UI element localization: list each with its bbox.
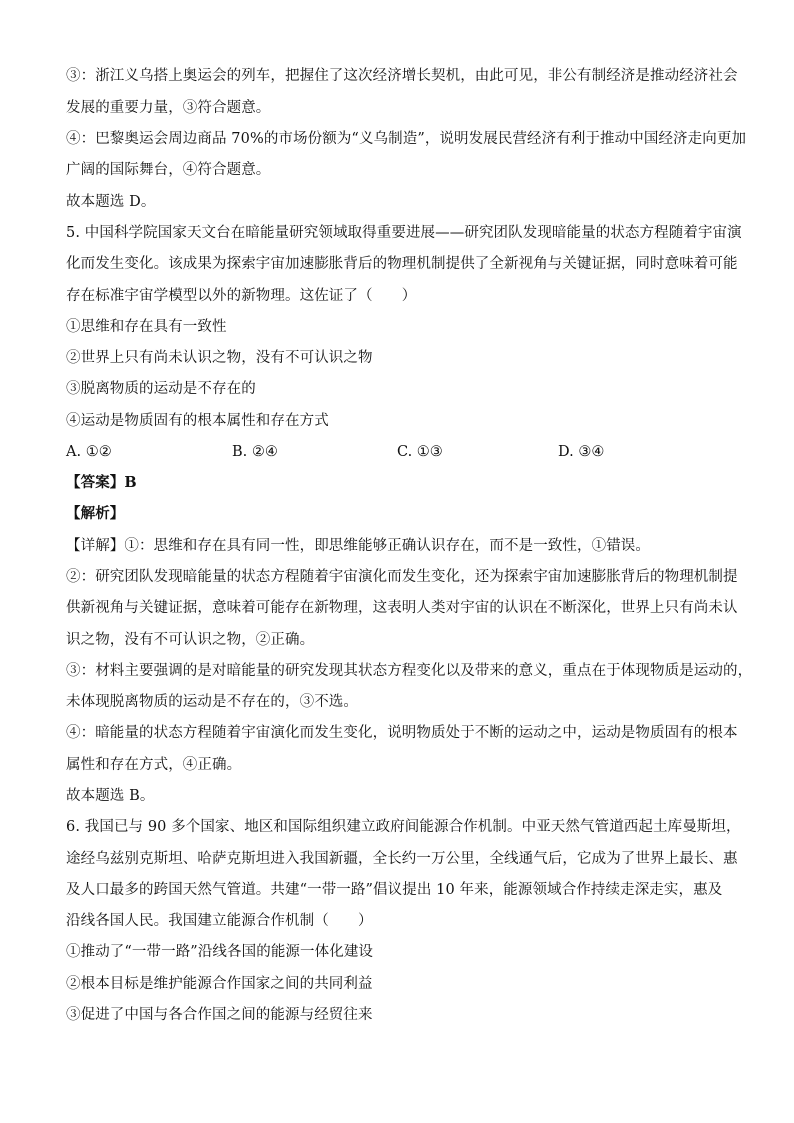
option-d: D. ③④ (558, 444, 605, 460)
statement-item: ①推动了“一带一路”沿线各国的能源一体化建设 (66, 944, 374, 960)
text-line: ③：浙江义乌搭上奥运会的列车，把握住了这次经济增长契机，由此可见，非公有制经济是推动经济社会 (66, 68, 738, 84)
question-5-stem: 化而发生变化。该成果为探索宇宙加速膨胀背后的物理机制提供了全新视角与关键证据，同时意味着可能 (66, 256, 738, 272)
text-line: 广阔的国际舞台，④符合题意。 (66, 162, 271, 178)
detail-line: ③：材料主要强调的是对暗能量的研究发现其状态方程变化以及带来的意义，重点在于体现物质是运动的， (66, 663, 753, 679)
detail-line: 【详解】①：思维和存在具有同一性，即思维能够正确认识存在，而不是一致性，①错误。 (66, 538, 650, 554)
text-line: ④：巴黎奥运会周边商品 70%的市场份额为“义乌制造”，说明发展民营经济有利于推动中国经济走向更加 (66, 131, 747, 147)
detail-line: 故本题选 B。 (66, 788, 155, 804)
detail-line: 未体现脱离物质的运动是不存在的，③不选。 (66, 694, 358, 710)
question-6-stem: 6. 我国已与 90 多个国家、地区和国际组织建立政府间能源合作机制。中亚天然气管道西起土库曼斯坦， (66, 819, 741, 835)
question-6-stem: 沿线各国人民。我国建立能源合作机制（ ） (66, 913, 373, 929)
text-line: 故本题选 D。 (66, 194, 156, 210)
option-a: A. ①② (66, 444, 112, 460)
analysis-label: 【解析】 (66, 505, 125, 522)
statement-item: ③促进了中国与各合作国之间的能源与经贸往来 (66, 1007, 373, 1023)
detail-line: 识之物，没有不可认识之物，②正确。 (66, 632, 315, 648)
answer-label: 【答案】B (66, 474, 137, 491)
statement-item: ②世界上只有尚未认识之物，没有不可认识之物 (66, 350, 373, 366)
option-c: C. ①③ (397, 444, 443, 460)
text-line: 发展的重要力量，③符合题意。 (66, 100, 271, 116)
question-6-stem: 途经乌兹别克斯坦、哈萨克斯坦进入我国新疆，全长约一万公里，全线通气后，它成为了世界上最长、惠 (66, 851, 738, 867)
question-5-stem: 存在标准宇宙学模型以外的新物理。这佐证了（ ） (66, 288, 417, 304)
detail-line: 属性和存在方式，④正确。 (66, 757, 242, 773)
question-5-stem: 5. 中国科学院国家天文台在暗能量研究领域取得重要进展——研究团队发现暗能量的状态方程随着宇宙演 (66, 225, 742, 241)
option-b: B. ②④ (232, 444, 278, 460)
statement-item: ③脱离物质的运动是不存在的 (66, 381, 256, 397)
answer-options (66, 442, 736, 462)
question-6-stem: 及人口最多的跨国天然气管道。共建“一带一路”倡议提出 10 年来，能源领域合作持续走深走实，惠及 (66, 882, 723, 898)
statement-item: ④运动是物质固有的根本属性和存在方式 (66, 413, 329, 429)
detail-line: ④：暗能量的状态方程随着宇宙演化而发生变化，说明物质处于不断的运动之中，运动是物质固有的根本 (66, 725, 738, 741)
detail-line: 供新视角与关键证据，意味着可能存在新物理，这表明人类对宇宙的认识在不断深化，世界上只有尚未认 (66, 600, 738, 616)
statement-item: ①思维和存在具有一致性 (66, 319, 227, 335)
detail-line: ②：研究团队发现暗能量的状态方程随着宇宙演化而发生变化，还为探索宇宙加速膨胀背后的物理机制提 (66, 569, 738, 585)
statement-item: ②根本目标是维护能源合作国家之间的共同利益 (66, 976, 373, 992)
